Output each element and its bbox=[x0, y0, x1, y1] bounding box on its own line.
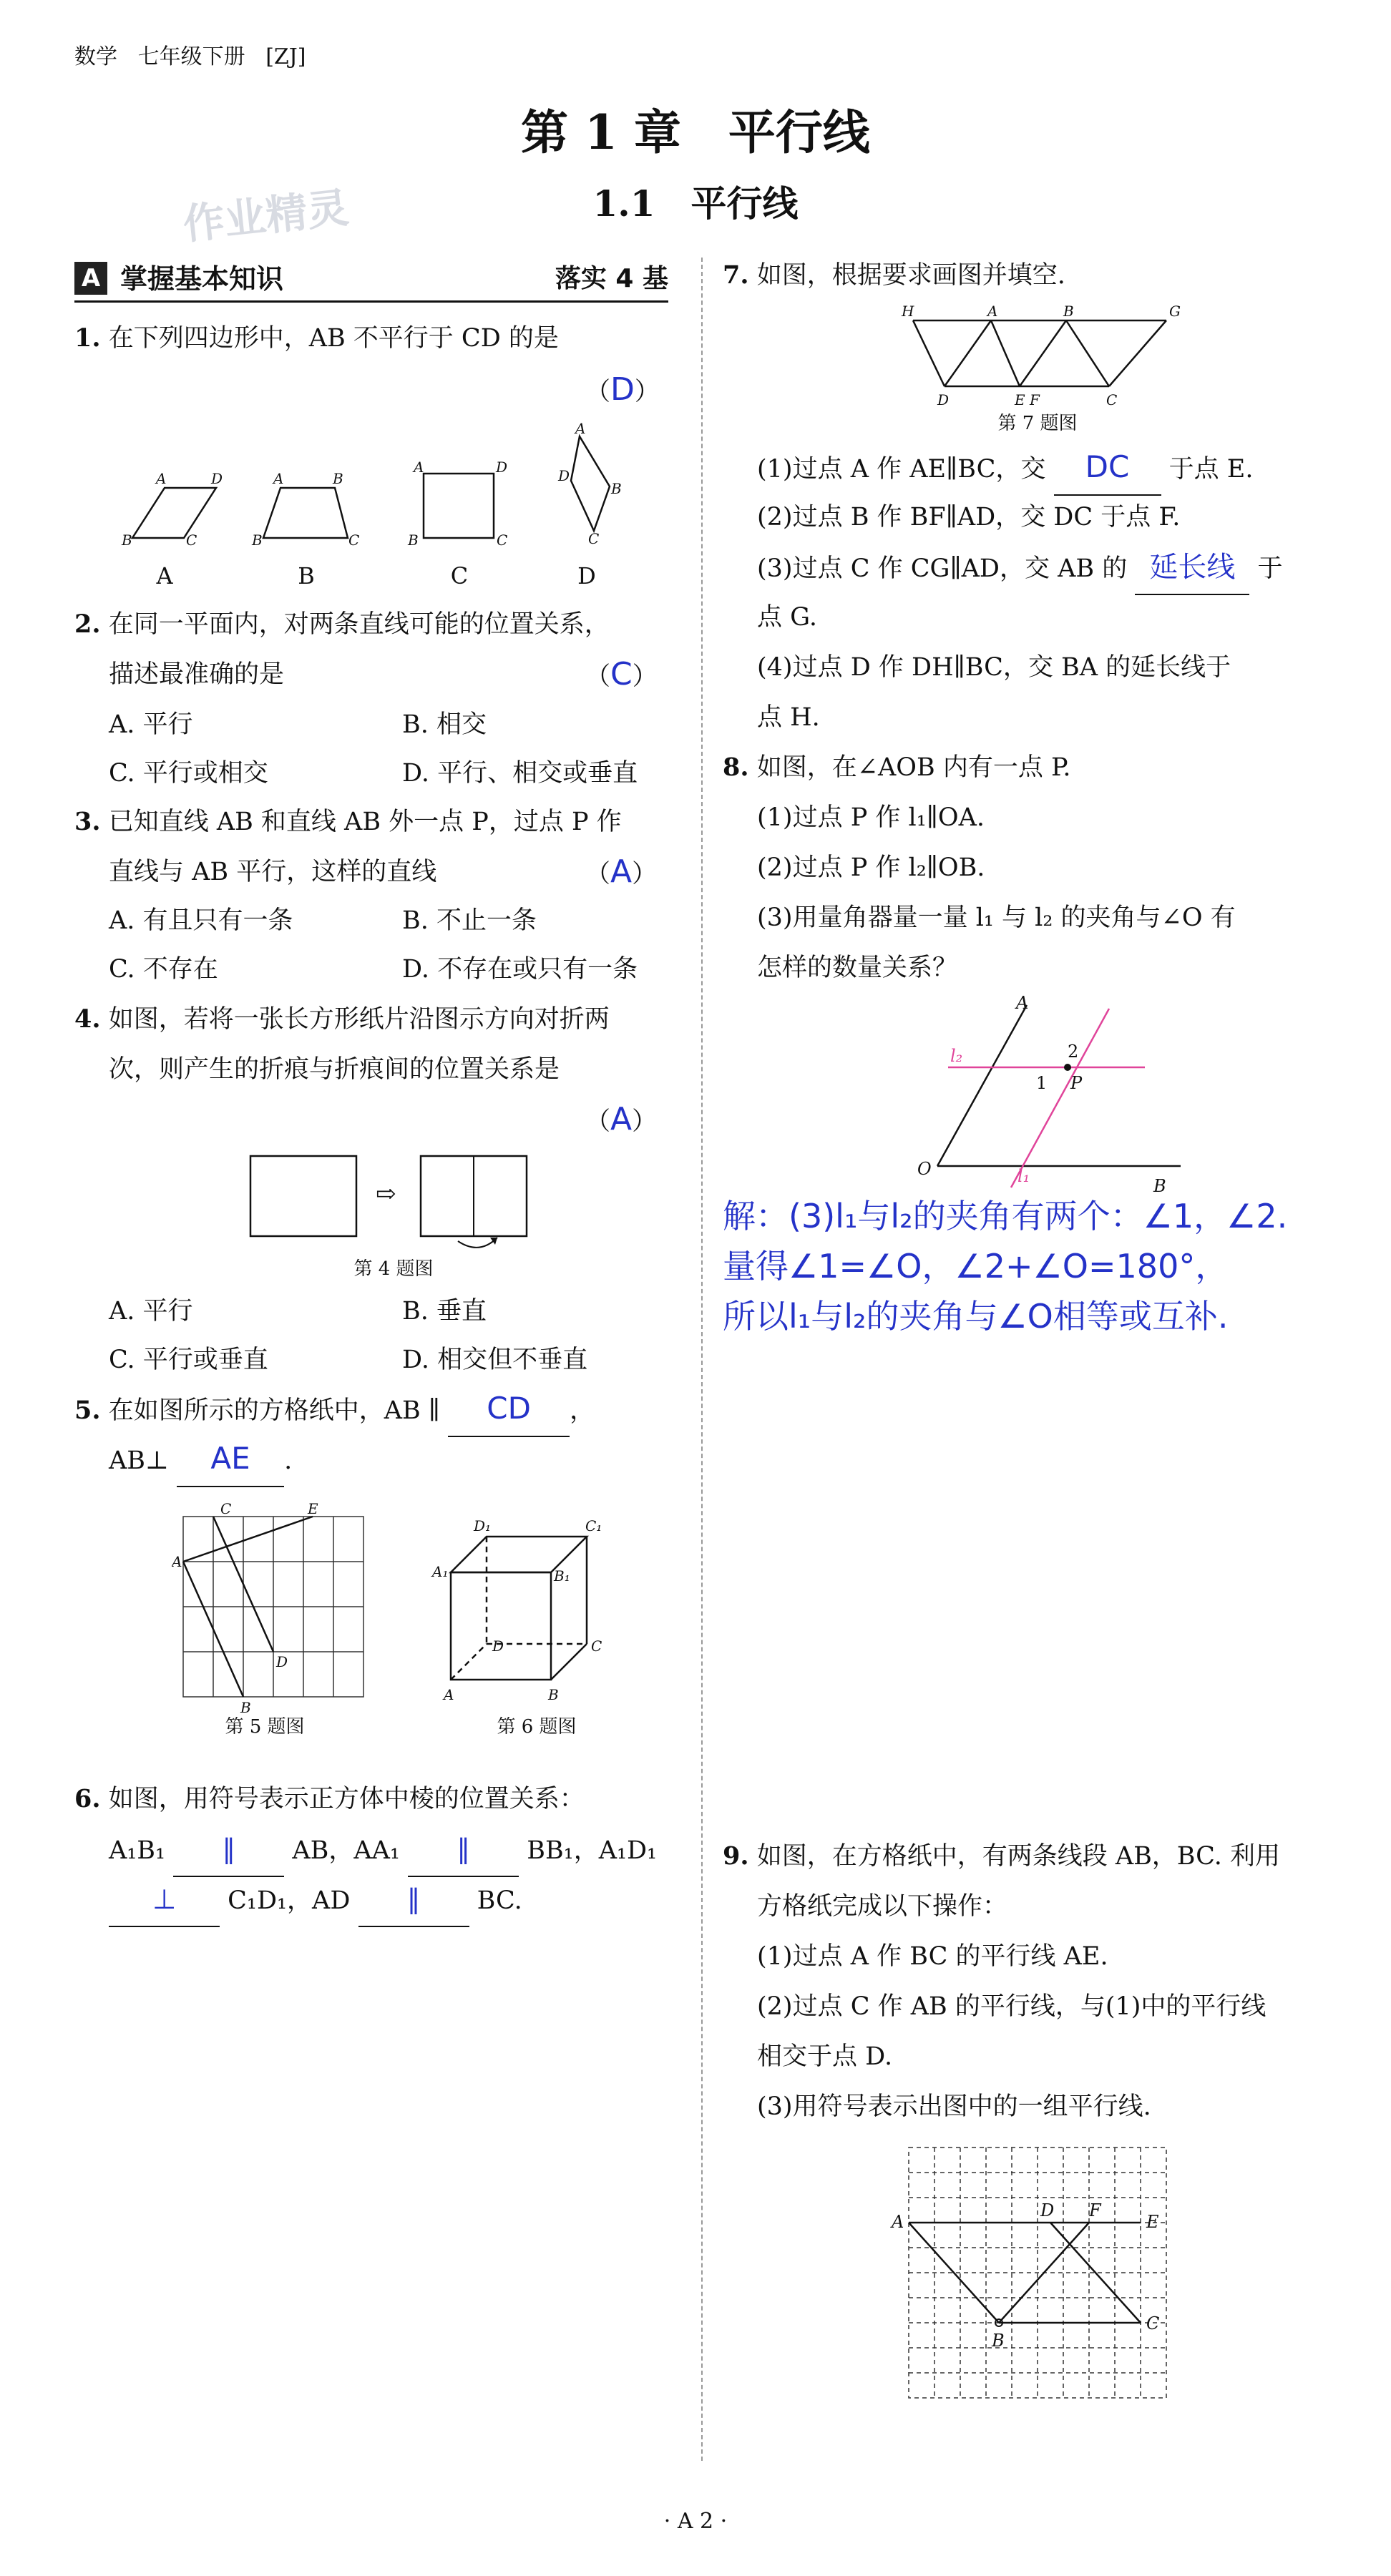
q1-figures bbox=[93, 422, 687, 594]
q1-choice-d: D bbox=[577, 562, 596, 589]
header-grade: 七年级下册 bbox=[137, 44, 245, 69]
q3-answer-bracket: （A） bbox=[585, 853, 658, 890]
section-a-title: 掌握基本知识 bbox=[120, 263, 284, 295]
q8-sub1: (1)过点 P 作 l₁∥OA. bbox=[757, 803, 985, 832]
q2-option-a: A. 平行 bbox=[109, 710, 193, 739]
chapter-title: 第 1 章 平行线 bbox=[521, 104, 870, 160]
q1-choice-c: C bbox=[450, 562, 469, 589]
svg-text:O: O bbox=[917, 1159, 932, 1179]
section-badge: A bbox=[74, 262, 107, 295]
svg-text:D: D bbox=[496, 459, 508, 476]
q9-stem-1 bbox=[723, 1831, 1280, 1881]
svg-text:2: 2 bbox=[1068, 1042, 1079, 1062]
q2-stem-1 bbox=[74, 599, 610, 650]
q3-option-c: C. 不存在 bbox=[109, 955, 218, 984]
header-edition: [ZJ] bbox=[265, 44, 306, 69]
svg-text:C: C bbox=[186, 532, 197, 549]
q1-number: 1. bbox=[74, 323, 101, 353]
q6-part5: BC. bbox=[477, 1886, 522, 1915]
q5-q6-figures bbox=[172, 1502, 630, 1760]
svg-text:B: B bbox=[611, 480, 622, 497]
svg-text:A: A bbox=[273, 470, 284, 487]
q7-figure bbox=[894, 300, 1181, 436]
q8-number: 8. bbox=[723, 753, 749, 782]
q3-line1: 已知直线 AB 和直线 AB 外一点 P，过点 P 作 bbox=[108, 808, 622, 836]
svg-text:E F: E F bbox=[1015, 391, 1040, 408]
q8-sub3-b: 怎样的数量关系？ bbox=[757, 954, 958, 982]
q8-solution-1: 解：(3)l₁与l₂的夹角有两个：∠1，∠2. bbox=[723, 1197, 1288, 1235]
q7-sub2: (2)过点 B 作 BF∥AD，交 DC 于点 F. bbox=[757, 503, 1181, 532]
q7-sub1 bbox=[757, 442, 1253, 496]
q1-choice-a: A bbox=[156, 562, 173, 589]
q4-stem-1 bbox=[74, 994, 610, 1044]
svg-text:H: H bbox=[902, 303, 914, 320]
page-header bbox=[74, 43, 306, 72]
svg-text:l₂: l₂ bbox=[950, 1046, 963, 1066]
q7-sub1-b: 于点 E. bbox=[1168, 455, 1254, 484]
svg-text:C: C bbox=[1106, 391, 1118, 408]
q6-caption: 第 6 题图 bbox=[497, 1716, 577, 1738]
q6-part3: BB₁，A₁D₁ bbox=[527, 1836, 658, 1865]
q7-sub1-a: (1)过点 A 作 AE∥BC，交 bbox=[757, 455, 1046, 484]
q9-figure bbox=[887, 2139, 1188, 2411]
q5-pre: 在如图所示的方格纸中，AB ∥ bbox=[108, 1396, 440, 1425]
q6-part4: C₁D₁，AD bbox=[228, 1886, 351, 1915]
q7-answer-1: DC bbox=[1085, 449, 1130, 484]
q9-line1: 如图，在方格纸中，有两条线段 AB，BC. 利用 bbox=[756, 1842, 1280, 1871]
svg-text:A: A bbox=[575, 422, 586, 437]
q1-square bbox=[424, 474, 494, 538]
q3-option-a: A. 有且只有一条 bbox=[109, 906, 293, 935]
svg-text:P: P bbox=[1070, 1073, 1083, 1093]
q1-answer: D bbox=[610, 371, 635, 408]
q4-caption: 第 4 题图 bbox=[353, 1258, 434, 1280]
q4-figure bbox=[243, 1145, 544, 1280]
svg-text:B: B bbox=[252, 532, 263, 549]
q6-line1: 如图，用符号表示正方体中棱的位置关系： bbox=[108, 1785, 585, 1813]
q8-sub3-a: (3)用量角器量一量 l₁ 与 l₂ 的夹角与∠O 有 bbox=[757, 903, 1236, 932]
q9-number: 9. bbox=[723, 1841, 749, 1871]
q9-line2: 方格纸完成以下操作： bbox=[757, 1892, 1008, 1921]
page-number: · A 2 · bbox=[663, 2509, 728, 2534]
q3-option-d: D. 不存在或只有一条 bbox=[402, 955, 638, 984]
q3-option-b: B. 不止一条 bbox=[402, 906, 537, 935]
q5-line2: AB⊥ AE . bbox=[109, 1434, 292, 1487]
q6-answer-4: ∥ bbox=[406, 1884, 421, 1915]
svg-text:C: C bbox=[588, 530, 600, 547]
q8-stem bbox=[723, 743, 1071, 793]
q6-line3 bbox=[109, 1874, 522, 1927]
q7-sub3 bbox=[757, 542, 1283, 595]
section-title: 1.1 平行线 bbox=[592, 182, 799, 225]
svg-text:B: B bbox=[240, 1699, 251, 1716]
svg-text:D: D bbox=[1040, 2200, 1055, 2220]
svg-text:E: E bbox=[1146, 2212, 1159, 2232]
q4-answer-bracket: （A） bbox=[585, 1101, 658, 1137]
q9-sub2-a: (2)过点 C 作 AB 的平行线，与(1)中的平行线 bbox=[757, 1992, 1266, 2021]
svg-text:G: G bbox=[1169, 303, 1181, 320]
svg-text:D: D bbox=[558, 467, 570, 484]
q5-mid: AB⊥ bbox=[109, 1446, 169, 1475]
svg-text:D: D bbox=[276, 1653, 288, 1670]
q2-line2: 描述最准确的是 bbox=[109, 660, 285, 689]
svg-text:A: A bbox=[892, 2212, 904, 2232]
bracket-open: （ bbox=[585, 378, 611, 406]
svg-text:A: A bbox=[1016, 994, 1029, 1013]
bracket-close: ） bbox=[634, 378, 660, 406]
q4-option-d: D. 相交但不垂直 bbox=[402, 1346, 588, 1374]
q6-number: 6. bbox=[74, 1784, 101, 1813]
q7-sub3-c: 点 G. bbox=[757, 603, 817, 632]
column-divider bbox=[701, 258, 703, 2461]
section-a-heading bbox=[74, 259, 668, 303]
q1-trapezoid bbox=[263, 488, 348, 538]
svg-text:A₁: A₁ bbox=[432, 1563, 449, 1580]
q5-stem: 5. 在如图所示的方格纸中，AB ∥ CD ， bbox=[74, 1384, 595, 1437]
q3-number: 3. bbox=[74, 807, 101, 836]
q7-caption: 第 7 题图 bbox=[997, 413, 1078, 434]
svg-text:B: B bbox=[992, 2331, 1005, 2351]
q2-option-d: D. 平行、相交或垂直 bbox=[402, 759, 638, 788]
q1-answer-bracket bbox=[585, 365, 660, 417]
arrow-icon: ⇨ bbox=[376, 1180, 396, 1208]
q6-answer-2: ∥ bbox=[457, 1833, 471, 1865]
q7-number: 7. bbox=[723, 260, 749, 290]
q4-answer: A bbox=[610, 1101, 633, 1137]
q5-answer-1: CD bbox=[487, 1391, 531, 1426]
svg-text:A: A bbox=[414, 459, 424, 476]
svg-text:A: A bbox=[156, 470, 167, 487]
q4-number: 4. bbox=[74, 1004, 101, 1034]
q2-option-b: B. 相交 bbox=[402, 710, 487, 739]
q9-sub3: (3)用符号表示出图中的一组平行线. bbox=[757, 2092, 1151, 2121]
q2-number: 2. bbox=[74, 609, 101, 639]
svg-text:A: A bbox=[172, 1553, 182, 1570]
svg-text:D: D bbox=[492, 1637, 504, 1655]
q3-line2: 直线与 AB 平行，这样的直线 bbox=[109, 858, 437, 886]
svg-text:D₁: D₁ bbox=[474, 1517, 492, 1534]
q7-sub3-b: 于 bbox=[1257, 554, 1283, 583]
q1-text: 在下列四边形中，AB 不平行于 CD 的是 bbox=[108, 324, 559, 353]
q7-sub4-b: 点 H. bbox=[757, 703, 820, 732]
svg-text:C₁: C₁ bbox=[585, 1517, 602, 1534]
svg-text:F: F bbox=[1089, 2200, 1101, 2220]
q8-solution-2: 量得∠1=∠O，∠2+∠O=180°， bbox=[723, 1247, 1229, 1285]
svg-text:B: B bbox=[408, 532, 419, 549]
svg-text:B: B bbox=[1153, 1176, 1166, 1196]
q1-parallelogram bbox=[132, 488, 216, 538]
q2-option-c: C. 平行或相交 bbox=[109, 759, 268, 788]
svg-text:B: B bbox=[548, 1686, 559, 1703]
svg-text:C: C bbox=[220, 1502, 232, 1517]
q2-answer: C bbox=[610, 656, 633, 692]
q8-solution-3: 所以l₁与l₂的夹角与∠O相等或互补. bbox=[723, 1297, 1229, 1336]
q7-sub3-a: (3)过点 C 作 CG∥AD，交 AB 的 bbox=[757, 554, 1128, 583]
section-a-tag: 落实 4 基 bbox=[555, 264, 668, 293]
q6-part1: A₁B₁ bbox=[109, 1836, 166, 1865]
q2-line1: 在同一平面内，对两条直线可能的位置关系， bbox=[108, 610, 610, 639]
svg-text:C: C bbox=[497, 532, 508, 549]
q4-line1: 如图，若将一张长方形纸片沿图示方向对折两 bbox=[108, 1005, 610, 1034]
svg-text:C: C bbox=[1146, 2313, 1160, 2333]
q8-sub2: (2)过点 P 作 l₂∥OB. bbox=[757, 853, 985, 882]
svg-text:B: B bbox=[122, 532, 132, 549]
q8-figure bbox=[909, 994, 1209, 1202]
svg-text:B: B bbox=[333, 470, 343, 487]
q6-answer-1: ∥ bbox=[222, 1833, 236, 1865]
svg-text:A: A bbox=[987, 303, 998, 320]
q3-answer: A bbox=[610, 853, 633, 890]
q7-answer-3: 延长线 bbox=[1149, 551, 1236, 584]
q1-stem bbox=[74, 313, 559, 363]
header-subject: 数学 bbox=[74, 44, 117, 69]
q9-sub2-b: 相交于点 D. bbox=[757, 2042, 893, 2071]
svg-text:E: E bbox=[308, 1502, 318, 1517]
q9-sub1: (1)过点 A 作 BC 的平行线 AE. bbox=[757, 1942, 1108, 1971]
q7-text: 如图，根据要求画图并填空. bbox=[756, 261, 1065, 290]
q6-cube bbox=[451, 1537, 587, 1680]
q5-number: 5. bbox=[74, 1396, 101, 1425]
q2-answer-bracket: （C） bbox=[585, 656, 658, 692]
q6-part2: AB，AA₁ bbox=[292, 1836, 400, 1865]
q1-choice-b: B bbox=[298, 562, 315, 589]
svg-text:l₁: l₁ bbox=[1017, 1166, 1030, 1186]
svg-text:D: D bbox=[937, 391, 950, 408]
svg-text:B₁: B₁ bbox=[554, 1567, 570, 1585]
q7-stem bbox=[723, 250, 1065, 300]
q8-text: 如图，在∠AOB 内有一点 P. bbox=[756, 753, 1071, 782]
q4-option-c: C. 平行或垂直 bbox=[109, 1346, 268, 1374]
q4-option-b: B. 垂直 bbox=[402, 1297, 487, 1326]
q5-caption: 第 5 题图 bbox=[225, 1716, 305, 1738]
svg-text:A: A bbox=[444, 1686, 454, 1703]
svg-text:D: D bbox=[211, 470, 223, 487]
watermark-text: 作业精灵 bbox=[180, 183, 351, 249]
svg-text:B: B bbox=[1063, 303, 1074, 320]
q3-stem-1 bbox=[74, 797, 622, 847]
svg-text:1: 1 bbox=[1036, 1073, 1048, 1093]
q4-line2: 次，则产生的折痕与折痕间的位置关系是 bbox=[109, 1055, 560, 1084]
q1-kite bbox=[571, 436, 610, 531]
q5-grid bbox=[183, 1517, 363, 1697]
svg-text:C: C bbox=[591, 1637, 602, 1655]
q6-line2 bbox=[109, 1824, 657, 1877]
q5-answer-2: AE bbox=[210, 1441, 250, 1476]
q6-answer-3: ⊥ bbox=[152, 1884, 177, 1915]
q7-sub4-a: (4)过点 D 作 DH∥BC，交 BA 的延长线于 bbox=[757, 653, 1231, 682]
q4-option-a: A. 平行 bbox=[109, 1297, 193, 1326]
svg-text:C: C bbox=[348, 532, 360, 549]
q6-stem bbox=[74, 1774, 585, 1824]
